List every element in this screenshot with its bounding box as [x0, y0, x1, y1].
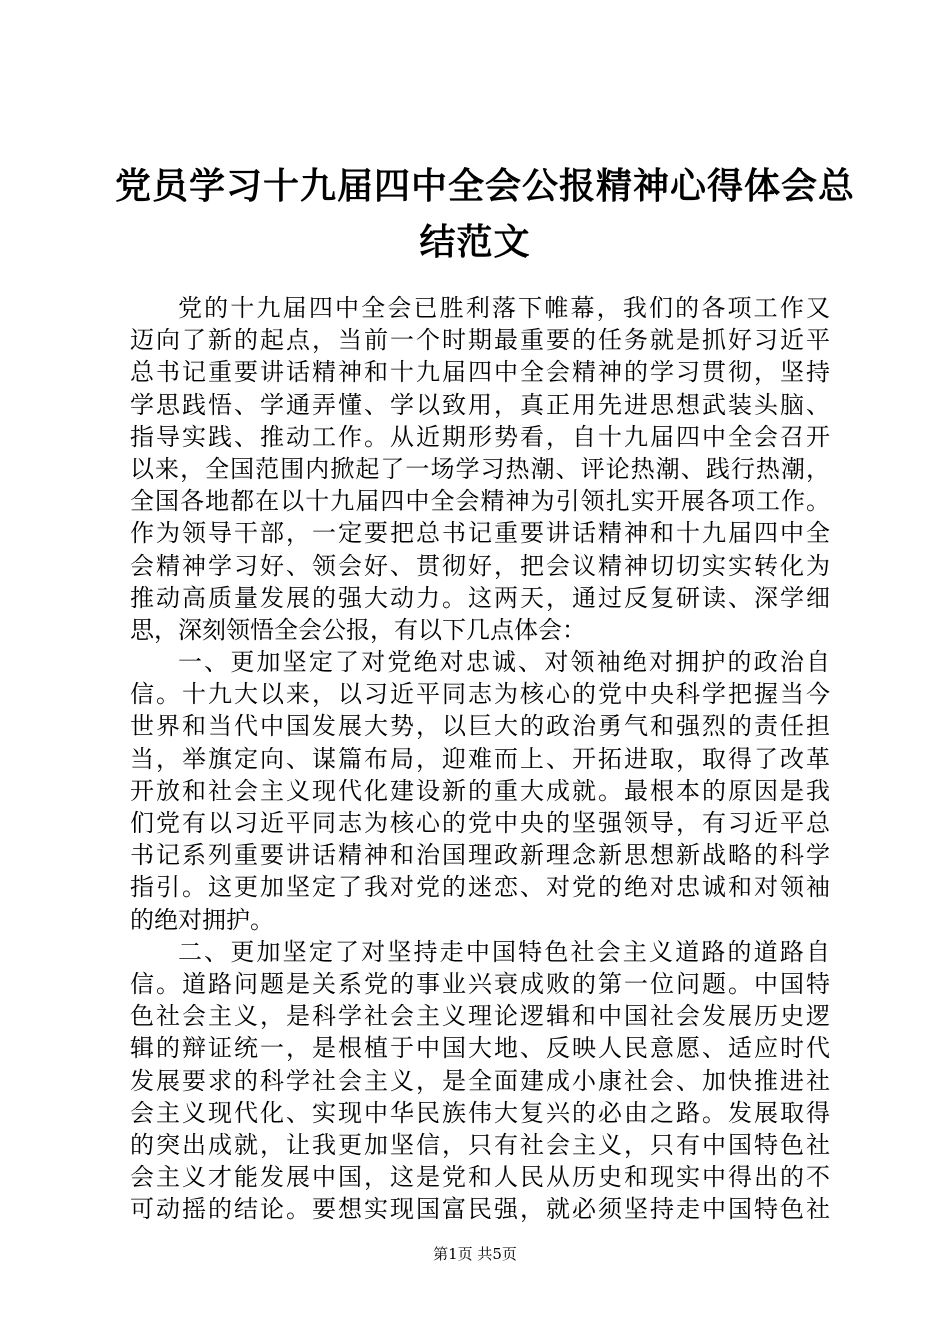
- body-line: 全国各地都在以十九届四中全会精神为引领扎实开展各项工作。: [130, 487, 830, 516]
- body-line: 学思践悟、学通弄懂、学以致用，真正用先进思想武装头脑、: [130, 390, 830, 419]
- document-title-line-2: 结范文: [419, 221, 531, 263]
- body-line: 开放和社会主义现代化建设新的重大成就。最根本的原因是我: [130, 776, 830, 805]
- body-line: 指引。这更加坚定了我对党的迷恋、对党的绝对忠诚和对领袖: [130, 873, 830, 902]
- body-line: 一、更加坚定了对党绝对忠诚、对领袖绝对拥护的政治自: [178, 648, 830, 677]
- body-line: 辑的辩证统一，是根植于中国大地、反映人民意愿、适应时代: [130, 1034, 830, 1063]
- body-line: 党的十九届四中全会已胜利落下帷幕，我们的各项工作又: [178, 294, 830, 322]
- body-line: 思，深刻领悟全会公报，有以下几点体会：: [130, 615, 586, 644]
- body-line: 指导实践、推动工作。从近期形势看，自十九届四中全会召开: [130, 422, 830, 451]
- body-line: 作为领导干部，一定要把总书记重要讲话精神和十九届四中全: [130, 519, 830, 548]
- document-title-line-1: 党员学习十九届四中全会公报精神心得体会总: [115, 165, 856, 207]
- body-line: 以来，全国范围内掀起了一场学习热潮、评论热潮、践行热潮，: [130, 454, 830, 483]
- body-line: 推动高质量发展的强大动力。这两天，通过反复研读、深学细: [130, 583, 830, 612]
- body-line: 信。道路问题是关系党的事业兴衰成败的第一位问题。中国特: [130, 969, 830, 998]
- body-line: 二、更加坚定了对坚持走中国特色社会主义道路的道路自: [178, 937, 830, 966]
- body-line: 会主义现代化、实现中华民族伟大复兴的必由之路。发展取得: [130, 1098, 830, 1127]
- body-line: 的绝对拥护。: [130, 905, 274, 934]
- body-line: 发展要求的科学社会主义，是全面建成小康社会、加快推进社: [130, 1066, 830, 1095]
- body-line: 当，举旗定向、谋篇布局，迎难而上、开拓进取，取得了改革: [130, 744, 830, 773]
- body-line: 书记系列重要讲话精神和治国理政新理念新思想新战略的科学: [130, 841, 830, 870]
- body-line: 会精神学习好、领会好、贯彻好，把会议精神切切实实转化为: [130, 551, 830, 580]
- body-line: 色社会主义，是科学社会主义理论逻辑和中国社会发展历史逻: [130, 1002, 830, 1031]
- body-line: 会主义才能发展中国，这是党和人民从历史和现实中得出的不: [130, 1163, 830, 1192]
- body-line: 的突出成就，让我更加坚信，只有社会主义，只有中国特色社: [130, 1130, 830, 1159]
- body-line: 可动摇的结论。要想实现国富民强，就必须坚持走中国特色社: [130, 1195, 830, 1224]
- page-footer: 第1页 共5页: [433, 1245, 517, 1263]
- body-line: 信。十九大以来，以习近平同志为核心的党中央科学把握当今: [130, 680, 830, 709]
- body-line: 世界和当代中国发展大势，以巨大的政治勇气和强烈的责任担: [130, 712, 830, 741]
- body-line: 迈向了新的起点，当前一个时期最重要的任务就是抓好习近平: [130, 326, 830, 355]
- body-line: 总书记重要讲话精神和十九届四中全会精神的学习贯彻，坚持: [130, 358, 830, 387]
- document-body: [130, 292, 830, 1225]
- body-line: 们党有以习近平同志为核心的党中央的坚强领导，有习近平总: [130, 809, 830, 837]
